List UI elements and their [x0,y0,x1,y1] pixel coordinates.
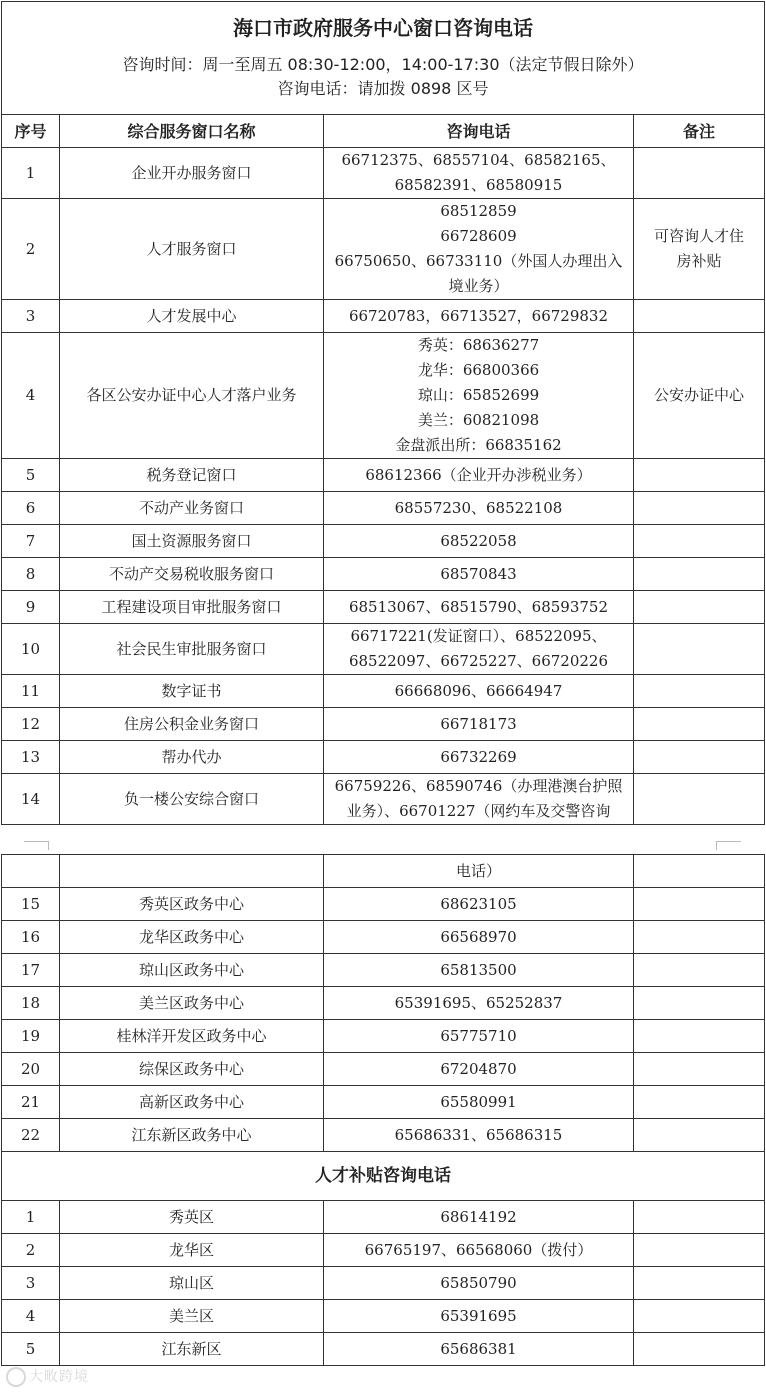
remark [634,774,765,825]
window-name: 琼山区政务中心 [60,954,324,987]
remark [634,1201,765,1234]
remark [634,591,765,624]
phone-line: 68582391、68580915 [394,176,563,194]
window-name: 琼山区 [60,1267,324,1300]
remark [634,1300,765,1333]
remark [634,888,765,921]
table-row [2,954,765,987]
row-number: 2 [2,199,60,300]
phone-line: 68570843 [440,564,517,583]
window-name: 美兰区 [60,1300,324,1333]
row-number: 22 [2,1119,60,1152]
subsidy-section-title: 人才补贴咨询电话 [2,1152,765,1201]
phone-numbers [324,492,634,525]
phone-line: 66712375、68557104、68582165、 [341,151,616,169]
row-number: 11 [2,675,60,708]
phone-line: 68513067、68515790、68593752 [348,597,609,616]
watermark [6,1366,89,1387]
remark [634,1053,765,1086]
table-row [2,1020,765,1053]
phone-line: 业务）、66701227（网约车及交警咨询 [346,802,611,820]
phone-line: 金盘派出所：66835162 [395,436,562,454]
row-number: 4 [2,333,60,459]
window-name: 秀英区政务中心 [60,888,324,921]
row-number: 18 [2,987,60,1020]
row-number: 12 [2,708,60,741]
phone-numbers [324,525,634,558]
row-number: 15 [2,888,60,921]
table-row [2,333,765,459]
window-name: 美兰区政务中心 [60,987,324,1020]
remark [634,1086,765,1119]
window-name: 江东新区 [60,1333,324,1366]
watermark-text: 大畋跨境 [29,1369,89,1385]
table-row [2,855,765,888]
table-row [2,921,765,954]
remark [634,525,765,558]
remark [634,675,765,708]
row-number: 13 [2,741,60,774]
row-number: 14 [2,774,60,825]
window-name: 人才发展中心 [60,300,324,333]
window-name: 桂林洋开发区政务中心 [60,1020,324,1053]
phone-numbers [324,558,634,591]
phone-line: 68522058 [440,531,517,550]
window-name: 数字证书 [60,675,324,708]
phone-numbers [324,199,634,300]
column-header-row [2,115,765,148]
watermark-logo-icon [6,1367,26,1387]
row-number: 5 [2,459,60,492]
window-name: 税务登记窗口 [60,459,324,492]
phone-numbers: 65850790 [324,1267,634,1300]
remark [634,558,765,591]
table-row [2,888,765,921]
table-row [2,774,765,825]
window-name: 综保区政务中心 [60,1053,324,1086]
row-number: 20 [2,1053,60,1086]
row-number: 17 [2,954,60,987]
row-number: 19 [2,1020,60,1053]
table-row [2,741,765,774]
window-name: 高新区政务中心 [60,1086,324,1119]
table-row [2,1119,765,1152]
phone-numbers [324,300,634,333]
window-name: 负一楼公安综合窗口 [60,774,324,825]
table-row [2,1300,765,1333]
window-name: 秀英区 [60,1201,324,1234]
table-row [2,558,765,591]
remark [634,921,765,954]
phone-line: 龙华：66800366 [417,361,540,379]
phone-numbers [324,675,634,708]
remark [634,199,765,300]
row-number: 1 [2,1201,60,1234]
continued-phone: 电话） [324,855,634,888]
phone-numbers: 66568970 [324,921,634,954]
table-row [2,1201,765,1234]
page-break [0,828,766,854]
phone-line: 66718173 [440,714,517,733]
service-phone-table-page2 [1,854,765,1366]
remark [634,459,765,492]
row-number: 10 [2,624,60,675]
phone-numbers: 67204870 [324,1053,634,1086]
window-name: 工程建设项目审批服务窗口 [60,591,324,624]
phone-numbers: 68614192 [324,1201,634,1234]
remark [634,333,765,459]
area-code-note: 咨询电话：请加拨 0898 区号 [277,79,489,98]
remark [634,1020,765,1053]
phone-numbers: 65686381 [324,1333,634,1366]
table-row [2,1234,765,1267]
table-row [2,525,765,558]
service-phone-table-page1 [1,1,765,825]
window-name: 社会民生审批服务窗口 [60,624,324,675]
phone-line: 美兰：60821098 [417,411,540,429]
col-header-remark: 备注 [634,115,765,148]
table-row [2,708,765,741]
phone-line: 66720783，66713527，66729832 [348,306,609,325]
table-row [2,591,765,624]
table-row [2,148,765,199]
remark [634,708,765,741]
window-name: 住房公积金业务窗口 [60,708,324,741]
row-number: 3 [2,1267,60,1300]
page-corner-mark-right [716,841,741,850]
row-number: 1 [2,148,60,199]
remark-line: 可咨询人才住 [654,227,745,245]
col-header-no: 序号 [2,115,60,148]
remark [634,741,765,774]
remark-line: 公安办证中心 [654,386,745,404]
window-name: 国土资源服务窗口 [60,525,324,558]
window-name: 不动产交易税收服务窗口 [60,558,324,591]
table-row [2,459,765,492]
phone-line: 琼山：65852699 [417,386,540,404]
window-name: 各区公安办证中心人才落户业务 [60,333,324,459]
remark [634,1267,765,1300]
table-header [2,2,765,115]
phone-numbers [324,591,634,624]
phone-numbers: 65580991 [324,1086,634,1119]
row-number: 4 [2,1300,60,1333]
page-corner-mark-left [24,841,49,850]
remark-line: 房补贴 [676,252,722,270]
phone-numbers [324,741,634,774]
phone-numbers: 65813500 [324,954,634,987]
phone-numbers: 65686331、65686315 [324,1119,634,1152]
phone-line: 68522097、66725227、66720226 [348,652,609,670]
phone-line: 68557230、68522108 [394,498,563,517]
window-name: 人才服务窗口 [60,199,324,300]
phone-line: 境业务） [448,277,509,295]
remark [634,987,765,1020]
table-row [2,492,765,525]
phone-line: 秀英：68636277 [417,336,540,354]
table-row [2,1267,765,1300]
remark [634,300,765,333]
page-title: 海口市政府服务中心窗口咨询电话 [233,16,533,40]
row-number: 21 [2,1086,60,1119]
phone-numbers: 65775710 [324,1020,634,1053]
phone-line: 66750650、66733110（外国人办理出入 [334,252,623,270]
table-row [2,1333,765,1366]
phone-numbers: 68623105 [324,888,634,921]
phone-numbers [324,333,634,459]
row-number: 6 [2,492,60,525]
row-number: 7 [2,525,60,558]
row-number: 2 [2,1234,60,1267]
row-number: 5 [2,1333,60,1366]
table-row [2,624,765,675]
col-header-phone: 咨询电话 [324,115,634,148]
remark [634,1333,765,1366]
window-name: 不动产业务窗口 [60,492,324,525]
window-name: 龙华区政务中心 [60,921,324,954]
phone-numbers: 65391695、65252837 [324,987,634,1020]
consult-hours: 咨询时间：周一至周五 08:30-12:00，14:00-17:30（法定节假日除外） [122,55,644,74]
table-row [2,675,765,708]
table-row [2,199,765,300]
phone-numbers: 65391695 [324,1300,634,1333]
phone-line: 66759226、68590746（办理港澳台护照 [334,777,623,795]
phone-line: 68512859 [440,202,517,220]
phone-numbers [324,459,634,492]
window-name: 龙华区 [60,1234,324,1267]
row-number: 9 [2,591,60,624]
subsidy-section-row [2,1152,765,1201]
row-number: 16 [2,921,60,954]
phone-numbers [324,624,634,675]
row-number: 3 [2,300,60,333]
phone-line: 66717221(发证窗口）、68522095、 [350,627,607,645]
phone-numbers [324,774,634,825]
remark [634,954,765,987]
table-row [2,1086,765,1119]
table-row [2,1053,765,1086]
remark [634,1119,765,1152]
phone-numbers [324,148,634,199]
window-name: 江东新区政务中心 [60,1119,324,1152]
table-row [2,300,765,333]
phone-line: 66728609 [440,227,517,245]
col-header-name: 综合服务窗口名称 [60,115,324,148]
remark [634,492,765,525]
window-name: 帮办代办 [60,741,324,774]
remark [634,1234,765,1267]
window-name: 企业开办服务窗口 [60,148,324,199]
row-number: 8 [2,558,60,591]
phone-line: 66668096、66664947 [394,681,563,700]
phone-line: 68612366（企业开办涉税业务） [365,465,592,484]
phone-numbers [324,708,634,741]
phone-numbers: 66765197、66568060（拨付） [324,1234,634,1267]
table-row [2,987,765,1020]
remark [634,148,765,199]
remark [634,624,765,675]
phone-line: 66732269 [440,747,517,766]
